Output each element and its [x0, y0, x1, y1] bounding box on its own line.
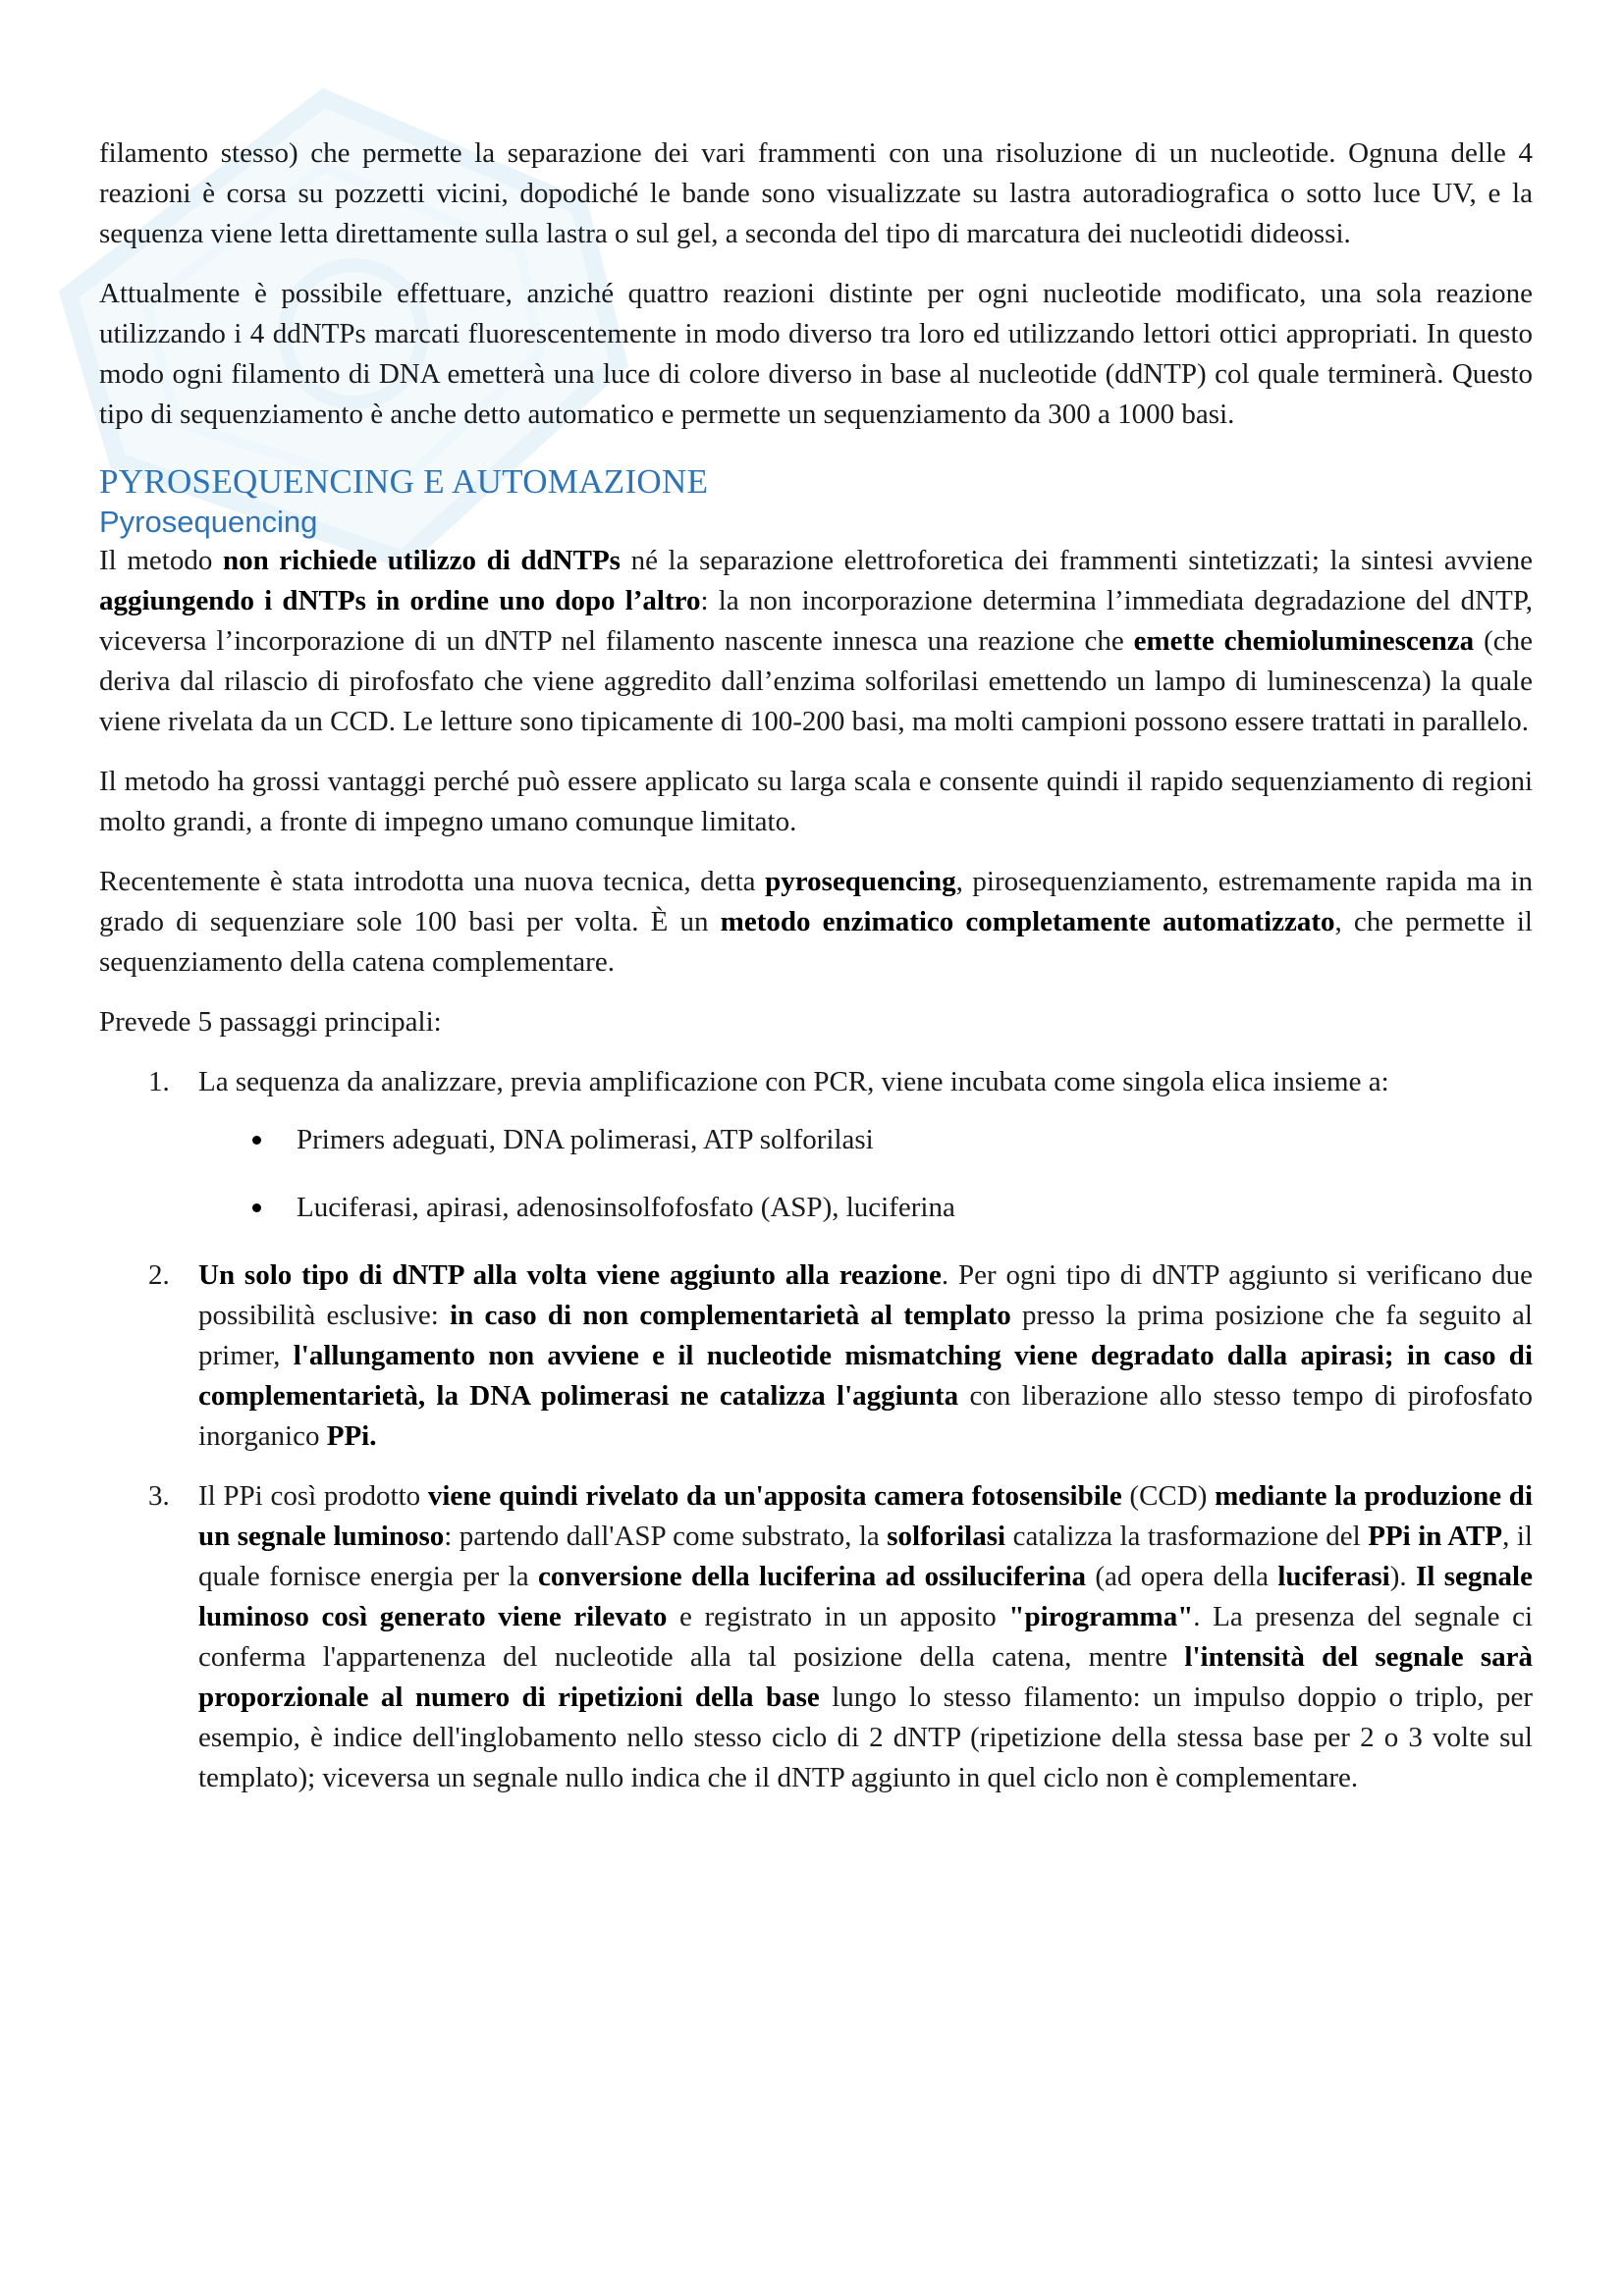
- document-body: [99, 133, 1533, 1818]
- list-item: [198, 1188, 1533, 1228]
- text-run: ).: [1389, 1561, 1417, 1592]
- reagent-list: [198, 1120, 1533, 1228]
- bold-run: aggiungendo i dNTPs in ordine uno dopo l’altro: [99, 585, 701, 616]
- text-run: e registrato in un apposito: [667, 1601, 1009, 1632]
- bold-run: solforilasi: [887, 1521, 1006, 1552]
- step-text: [198, 1476, 1533, 1798]
- steps-intro: Prevede 5 passaggi principali:: [99, 1006, 442, 1038]
- list-item-text: Luciferasi, apirasi, adenosinsolfofosfato (ASP), luciferina: [297, 1192, 955, 1223]
- step-item-2: [99, 1255, 1533, 1457]
- bold-run: PPi.: [326, 1420, 377, 1452]
- paragraph-recent-technique: [99, 862, 1533, 983]
- text-run: né la separazione elettroforetica dei frammenti sintetizzati; la sintesi avviene: [620, 545, 1533, 576]
- step-text: La sequenza da analizzare, previa amplificazione con PCR, viene incubata come singola elica insieme a:: [198, 1066, 1389, 1097]
- text-run: Il metodo: [99, 545, 223, 576]
- text-run: (che deriva dal rilascio di pirofosfato che viene aggredito dall’enzima solforilasi emettendo un lampo di luminescenza) la quale viene rivelata da un CCD. Le letture sono tipicamente di 100-200 basi, ma molti campioni possono essere trattati in parallelo.: [99, 625, 1533, 737]
- bold-run: l'intensità del segnale sarà proporzionale al numero di ripetizioni della base: [198, 1641, 1533, 1713]
- text-run: , il quale fornisce energia per la: [198, 1521, 1533, 1592]
- list-item: [198, 1120, 1533, 1160]
- text-run: Recentemente è stata introdotta una nuova tecnica, detta: [99, 866, 766, 897]
- text-run: (ad opera della: [1085, 1561, 1278, 1592]
- text-run: (CCD): [1121, 1480, 1216, 1512]
- step-number: 3.: [148, 1480, 170, 1512]
- step-text: [198, 1255, 1533, 1457]
- paragraph-gel-reading: filamento stesso) che permette la separazione dei vari frammenti con una risoluzione di un nucleotide. Ognuna delle 4 reazioni è corsa su pozzetti vicini, dopodiché le bande sono visualizzate su lastra autoradiografica o sotto luce UV, e la sequenza viene letta direttamente sulla lastra o sul gel, a seconda del tipo di marcatura dei nucleotidi dideossi.: [99, 137, 1533, 249]
- text-run: . La presenza del segnale ci conferma l'appartenenza del nucleotide alla tal posizione della catena, mentre: [198, 1601, 1534, 1673]
- paragraph-pyro-method: [99, 541, 1533, 742]
- steps-list: [99, 1062, 1533, 1798]
- step-number: 2.: [148, 1259, 170, 1291]
- text-run: , pirosequenziamento, estremamente rapida ma in grado di sequenziare sole 100 basi per volta. È un: [99, 866, 1533, 937]
- bold-run: Il segnale luminoso così generato viene rilevato: [198, 1561, 1533, 1632]
- bold-run: pyrosequencing: [765, 866, 956, 897]
- bold-run: viene quindi rivelato da un'apposita camera fotosensibile: [427, 1480, 1122, 1512]
- subsection-heading: Pyrosequencing: [99, 505, 318, 539]
- text-run: catalizza la trasformazione del: [1005, 1521, 1369, 1552]
- paragraph-automatic-sequencing: Attualmente è possibile effettuare, anziché quattro reazioni distinte per ogni nucleotide modificato, una sola reazione utilizzando i 4 ddNTPs marcati fluorescentemente in modo diverso tra loro ed utilizzando lettori ottici appropriati. In questo modo ogni filamento di DNA emetterà una luce di colore diverso in base al nucleotide (ddNTP) col quale terminerà. Questo tipo di sequenziamento è anche detto automatico e permette un sequenziamento da 300 a 1000 basi.: [99, 278, 1533, 430]
- text-run: con liberazione allo stesso tempo di pirofosfato inorganico: [198, 1380, 1533, 1452]
- bold-run: PPi in ATP: [1368, 1521, 1503, 1552]
- step-item-3: [99, 1476, 1533, 1798]
- bold-run: luciferasi: [1277, 1561, 1390, 1592]
- text-run: lungo lo stesso filamento: un impulso doppio o triplo, per esempio, è indice dell'inglobamento nello stesso ciclo di 2 dNTP (ripetizione della stessa base per 2 o 3 volte sul templato); viceversa un segnale nullo indica che il dNTP aggiunto in quel ciclo non è complementare.: [198, 1682, 1533, 1793]
- list-item-text: Primers adeguati, DNA polimerasi, ATP solforilasi: [297, 1124, 874, 1155]
- section-heading: PYROSEQUENCING E AUTOMAZIONE: [99, 462, 709, 501]
- text-run: : partendo dall'ASP come substrato, la: [444, 1521, 888, 1552]
- bold-run: "pirogramma": [1008, 1601, 1194, 1632]
- bold-run: l'allungamento non avviene e il nucleotide mismatching viene degradato dalla apirasi; in caso di complementarietà, la DNA polimerasi ne catalizza l'aggiunta: [198, 1340, 1533, 1412]
- bold-run: in caso di non complementarietà al templato: [450, 1300, 1011, 1331]
- bold-run: non richiede utilizzo di ddNTPs: [222, 545, 621, 576]
- bold-run: conversione della luciferina ad ossiluciferina: [537, 1561, 1086, 1592]
- bold-run: emette chemioluminescenza: [1133, 625, 1475, 657]
- bullet-icon: [252, 1136, 261, 1145]
- step-item-1: [99, 1062, 1533, 1228]
- bold-run: metodo enzimatico completamente automatizzato: [720, 906, 1335, 937]
- text-run: Il PPi così prodotto: [198, 1480, 428, 1512]
- bold-run: Un solo tipo di dNTP alla volta viene aggiunto alla reazione: [198, 1259, 942, 1291]
- step-number: 1.: [148, 1066, 170, 1097]
- bullet-icon: [252, 1203, 261, 1212]
- paragraph-advantages: Il metodo ha grossi vantaggi perché può essere applicato su larga scala e consente quindi il rapido sequenziamento di regioni molto grandi, a fronte di impegno umano comunque limitato.: [99, 766, 1533, 837]
- text-run: . Per ogni tipo di dNTP aggiunto si verificano due possibilità esclusive:: [198, 1259, 1533, 1331]
- text-run: presso la prima posizione che fa seguito al primer,: [198, 1300, 1533, 1371]
- text-run: : la non incorporazione determina l’immediata degradazione del dNTP, viceversa l’incorporazione di un dNTP nel filamento nascente innesca una reazione che: [99, 585, 1534, 657]
- bold-run: mediante la produzione di un segnale luminoso: [198, 1480, 1533, 1552]
- text-run: , che permette il sequenziamento della catena complementare.: [99, 906, 1533, 978]
